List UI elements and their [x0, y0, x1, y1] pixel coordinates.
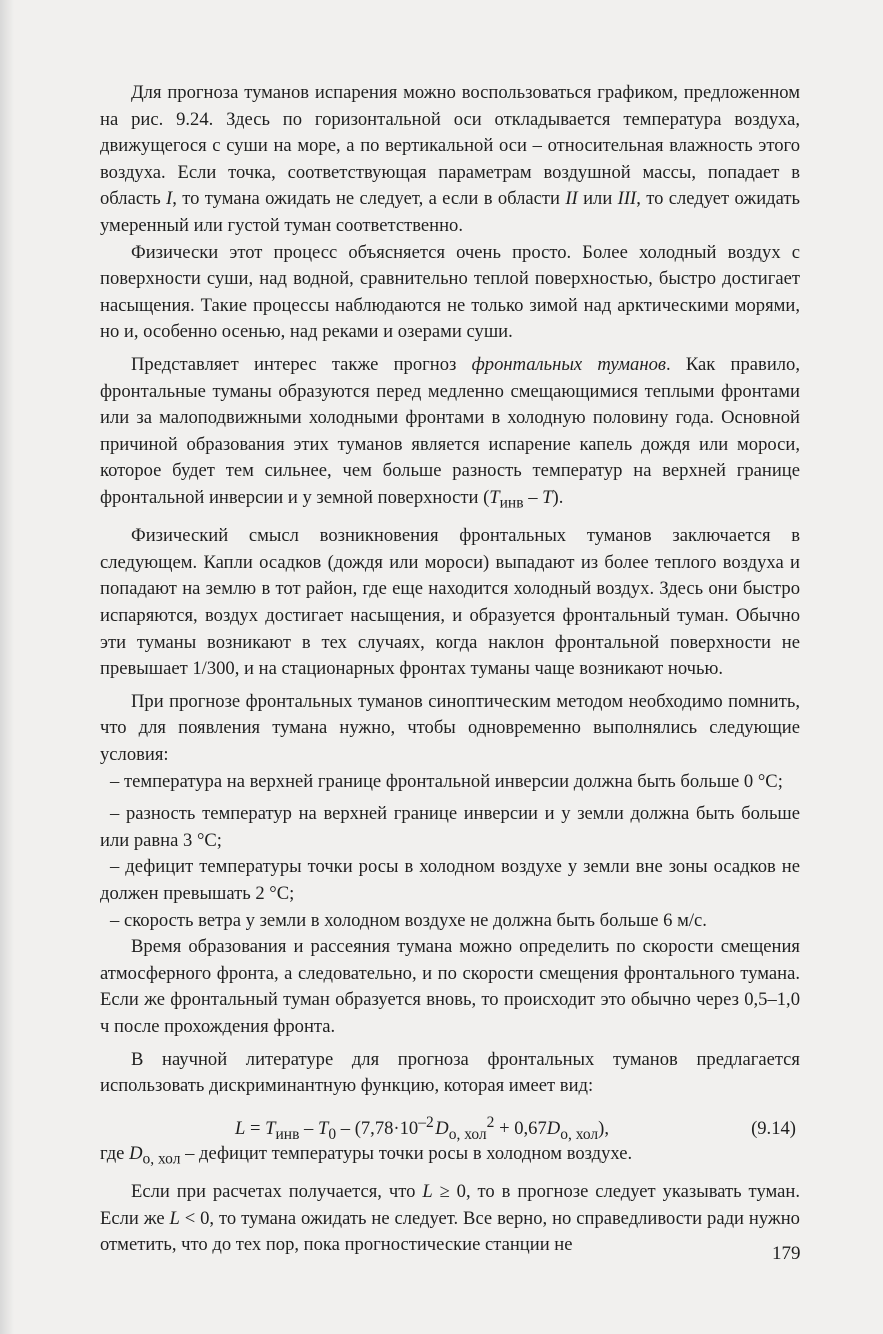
text: – — [523, 486, 543, 508]
formula-9-14 — [100, 1106, 800, 1143]
condition-item: – скорость ветра у земли в холодном воздухе не должна быть больше 6 м/с. — [110, 909, 707, 931]
formula-expression: $L = T_{инв} - T_0 - (7,78\cdot 10^{-2}$ $D_{о, хол}^2 + 0,67D_{о, хол}$), — [235, 1113, 609, 1143]
region-label: II — [565, 188, 578, 210]
emphasis: фронтальных туманов — [471, 353, 666, 375]
text: Представляет интерес также прогноз — [131, 353, 472, 375]
condition-item: – температура на верхней границе фронтальной инверсии должна быть больше 0 °С; — [110, 770, 783, 792]
text: Для прогноза туманов испарения можно воспользоваться графиком, предложенном на рис. 9.24. Здесь по горизонтальной оси откладывается температура воздуха, движущегося с суши на море, а по вертикальной оси – относительная влажность этого воздуха. Если точка, соответствующая параметрам воздушной массы, попадает в область — [100, 82, 800, 210]
condition-item: – разность температур на верхней границе инверсии и у земли должна быть больше или равна 3 °С; — [100, 803, 800, 851]
text: . Как правило, фронтальные туманы образуются перед медленно смещающимися теплыми фронтами или за малоподвижными холодными фронтами в холодную половину года. Основной причиной образования этих туманов является испарение капель дождя или мороси, которое будет тем сильнее, чем больше разность температур на верхней границе фронтальной инверсии и у земной поверхности ( — [100, 353, 800, 508]
paragraph-frontal-fog-physics: Физический смысл возникновения фронтальных туманов заключается в следующем. Капли осадков (дождя или мороси) выпадают из более теплого воздуха и попадают на землю в тот район, где еще находится холодный воздух. Здесь они быстро испаряются, воздух достигает насыщения, и образуется фронтальный туман. Обычно эти туманы возникают в тех случаях, когда наклон фронтальной поверхности не превышает 1/300, и на стационарных фронтах туманы чаще возникают ночью. — [100, 525, 800, 680]
symbol: T — [542, 486, 553, 508]
text: , то тумана ожидать не следует, а если в области — [172, 188, 566, 210]
subscript: инв — [499, 494, 524, 512]
paragraph-timing: Время образования и рассеяния тумана можно определить по скорости смещения атмосферного фронта, а следовательно, и по скорости смещения фронтального тумана. Если же фронтальный туман образуется вновь, то происходит это обычно через 0,5–1,0 ч после прохождения фронта. — [100, 936, 800, 1037]
page-number: 179 — [772, 1243, 801, 1264]
paragraph-evaporation-fog — [100, 80, 800, 240]
page-body — [100, 80, 800, 1259]
equation-number: (9.14) — [751, 1117, 796, 1139]
symbol: T — [489, 486, 500, 508]
region-label: III — [617, 188, 637, 210]
condition-item: – дефицит температуры точки росы в холодном воздухе у земли вне зоны осадков не должен превышать 2 °С; — [100, 856, 800, 904]
text: ). — [552, 486, 564, 508]
page-edge-shadow — [0, 0, 14, 1334]
text: , то следует ожидать умеренный или густой туман соответственно. — [100, 188, 800, 236]
region-label: I — [166, 188, 173, 210]
paragraph-discriminant-intro: В научной литературе для прогноза фронтальных туманов предлагается использовать дискриминантную функцию, которая имеет вид: — [100, 1048, 800, 1097]
paragraph-rule: Если при расчетах получается, что L ≥ 0, то в прогнозе следует указывать туман. Если же L < 0, то тумана ожидать не следует. Все верно, но справедливости ради нужно отметить, что до тех пор, пока прогностические станции не — [100, 1181, 800, 1256]
text: или — [577, 188, 618, 210]
paragraph-where: где $D_{о, хол}$ – дефицит температуры точки росы в холодном воздухе. — [100, 1142, 633, 1168]
paragraph-conditions-intro: При прогнозе фронтальных туманов синоптическим методом необходимо помнить, что для появления тумана нужно, чтобы одновременно выполнялись следующие условия: — [100, 690, 800, 765]
paragraph-frontal-fog-intro — [100, 352, 800, 517]
paragraph-physics: Физически этот процесс объясняется очень просто. Более холодный воздух с поверхности суши, над водной, сравнительно теплой поверхностью, быстро достигает насыщения. Такие процессы наблюдаются не только зимой над арктическими морями, но и, особенно осенью, над реками и озерами суши. — [100, 241, 800, 343]
